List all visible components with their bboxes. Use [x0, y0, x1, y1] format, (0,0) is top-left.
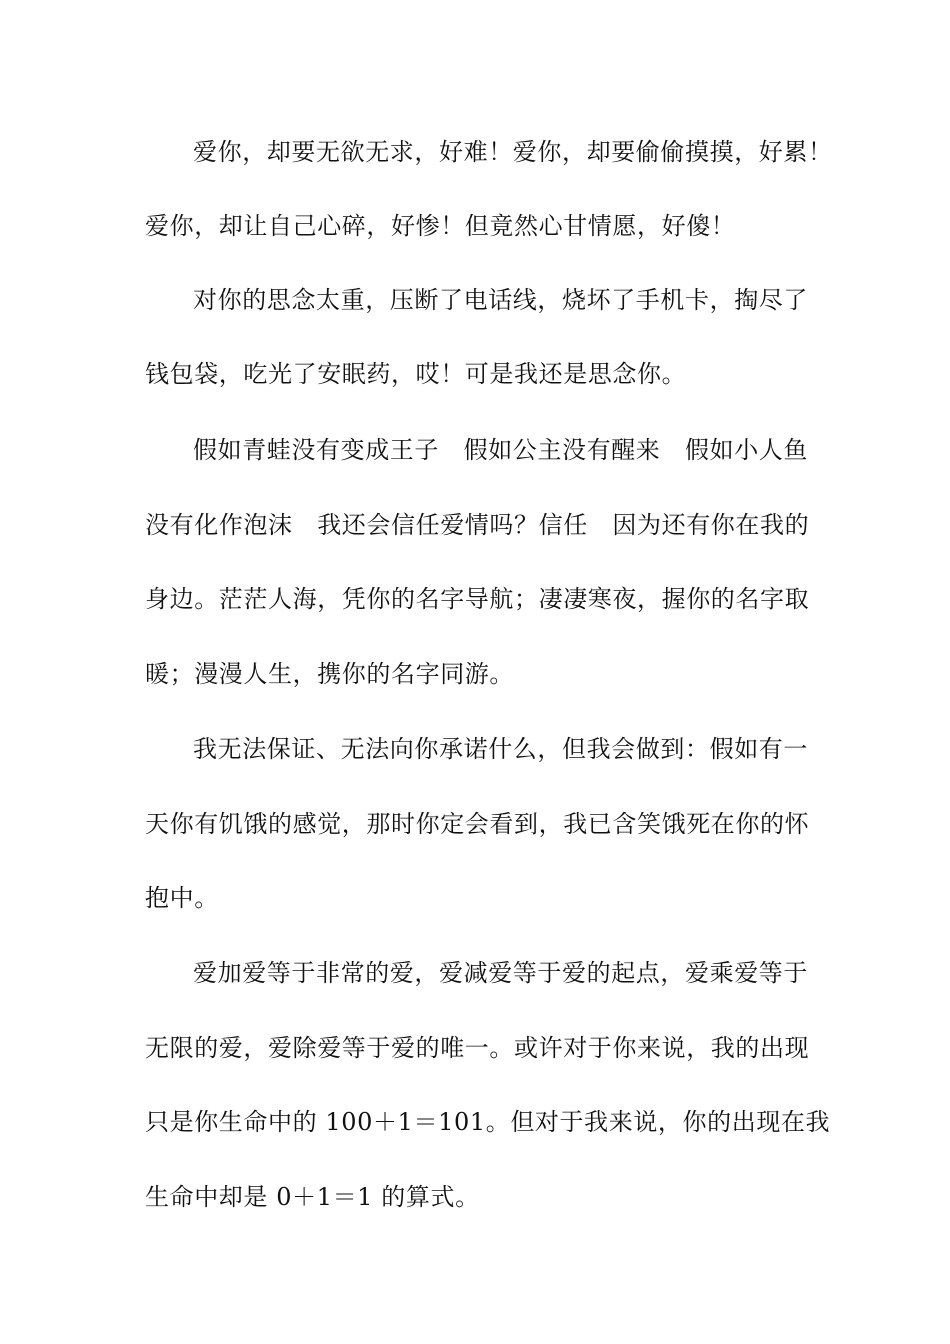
paragraph-4-line-3: 抱中。 [145, 884, 219, 912]
paragraph-2-line-1: 对你的思念太重，压断了电话线，烧坏了手机卡，掏尽了 [193, 286, 808, 314]
paragraph-5-line-3: 只是你生命中的 100＋1＝101。但对于我来说，你的出现在我 [145, 1108, 831, 1136]
paragraph-4-line-1: 我无法保证、无法向你承诺什么，但我会做到：假如有一 [193, 735, 808, 763]
paragraph-5-line-2: 无限的爱，爱除爱等于爱的唯一。或许对于你来说，我的出现 [145, 1034, 810, 1062]
paragraph-3-line-4: 暖；漫漫人生，携你的名字同游。 [145, 660, 514, 688]
paragraph-1-line-1: 爱你，却要无欲无求，好难！爱你，却要偷偷摸摸，好累！ [193, 138, 833, 166]
paragraph-3-line-2: 没有化作泡沫 我还会信任爱情吗？信任 因为还有你在我的 [145, 511, 810, 539]
paragraph-3-line-1: 假如青蛙没有变成王子 假如公主没有醒来 假如小人鱼 [193, 436, 808, 464]
paragraph-5-line-1: 爱加爱等于非常的爱，爱减爱等于爱的起点，爱乘爱等于 [193, 959, 808, 987]
paragraph-5-line-4: 生命中却是 0＋1＝1 的算式。 [145, 1183, 480, 1211]
paragraph-2-line-2: 钱包袋，吃光了安眠药，哎！可是我还是思念你。 [145, 360, 687, 388]
paragraph-4-line-2: 天你有饥饿的感觉，那时你定会看到，我已含笑饿死在你的怀 [145, 810, 810, 838]
paragraph-1-line-2: 爱你，却让自己心碎，好惨！但竟然心甘情愿，好傻！ [145, 212, 736, 240]
paragraph-3-line-3: 身边。茫茫人海，凭你的名字导航；凄凄寒夜，握你的名字取 [145, 585, 810, 613]
